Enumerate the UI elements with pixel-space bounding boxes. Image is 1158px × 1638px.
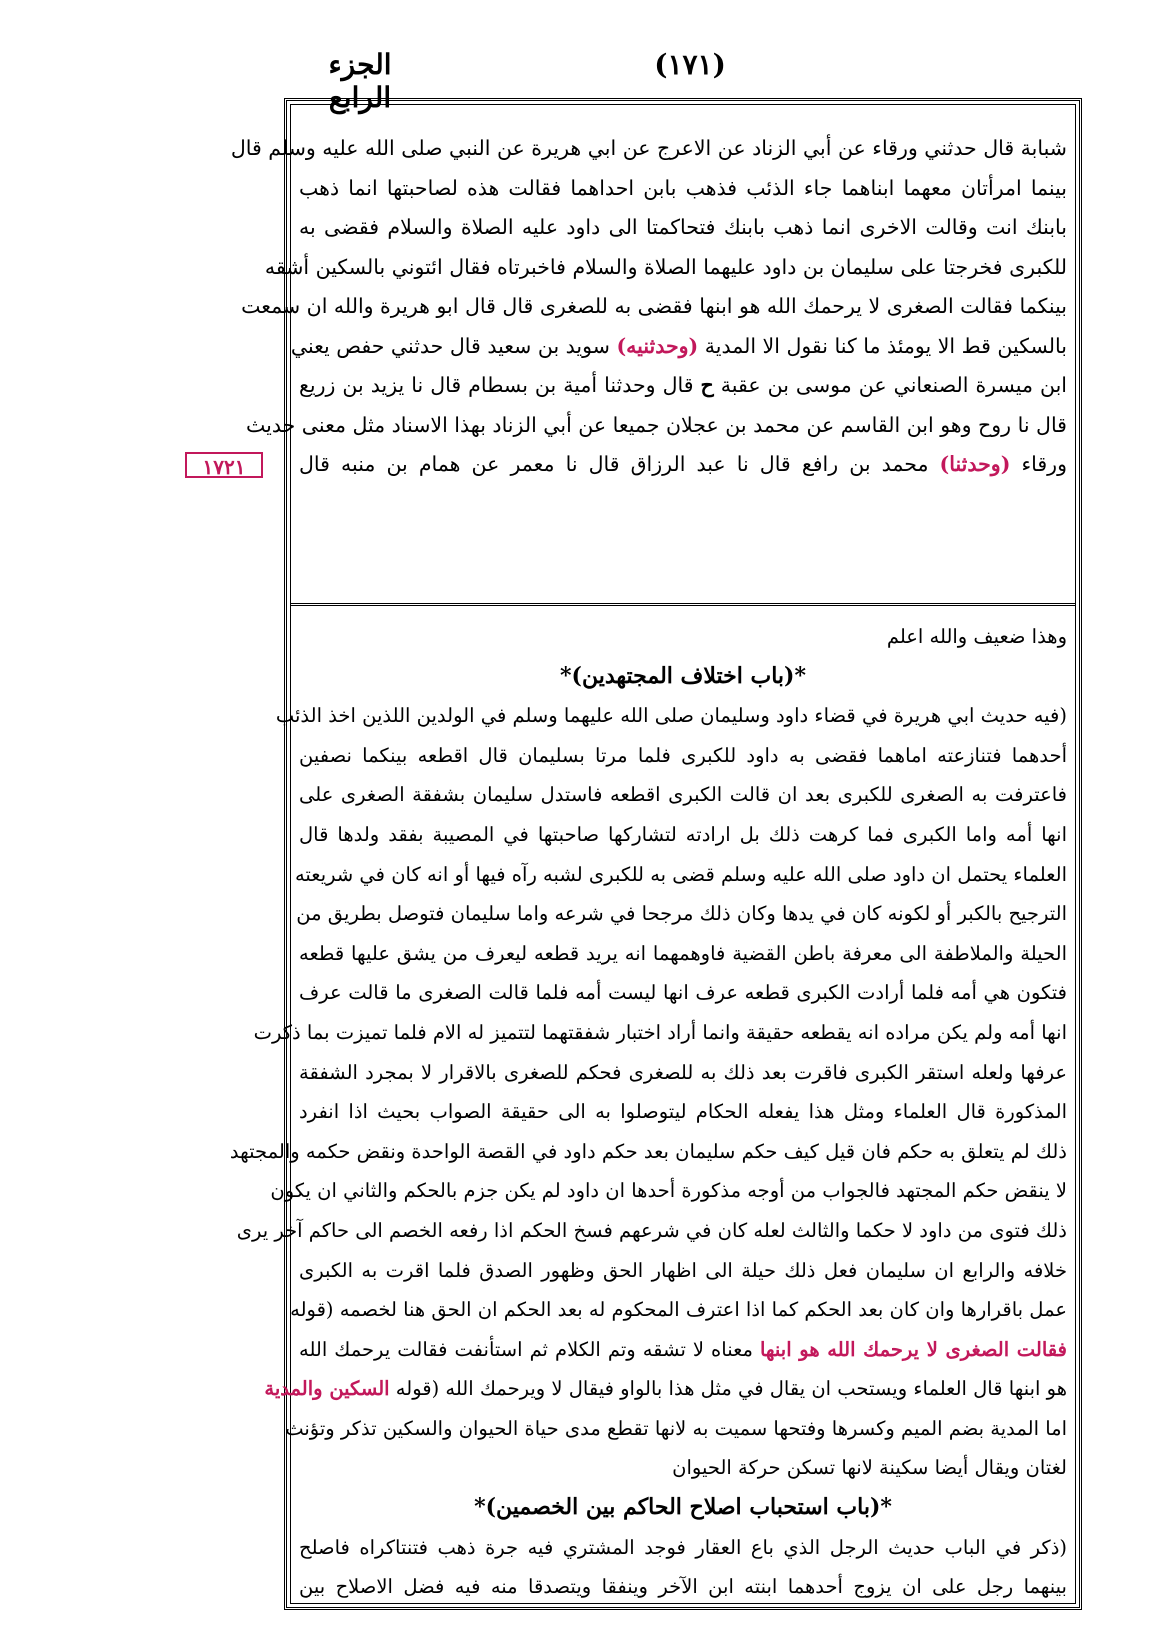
commentary-line: اما المدية بضم الميم وكسرها وفتحها سميت به لانها تقطع مدى حياة الحيوان والسكين تذكر وتؤنث <box>285 1416 1067 1440</box>
matn-line: بابنك انت وقالت الاخرى انما ذهب بابنك فتحاكمتا الى داود عليه الصلاة والسلام فقضى به <box>299 215 1067 239</box>
chapter-title: *(باب استحباب اصلاح الحاكم بين الخصمين)* <box>474 1494 892 1521</box>
commentary-line-text: هو ابنها قال العلماء ويستحب ان يقال في مثل هذا بالواو فيقال لا ويرحمك الله (قوله <box>395 1377 1067 1401</box>
commentary-line: وهذا ضعيف والله اعلم <box>886 625 1067 648</box>
matn-line <box>290 327 1067 367</box>
matn-line-text: ورقاء <box>1021 452 1067 476</box>
quoted-phrase: فقالت الصغرى لا يرحمك الله هو ابنها <box>759 1337 1067 1361</box>
commentary-line: الحيلة والملاطفة الى معرفة باطن القضية فاوهمهما انه يريد قطعه ليعرف من يشق عليها قطعه <box>299 941 1067 965</box>
commentary-line: (ذكر في الباب حديث الرجل الذي باع العقار فوجد المشتري فيه جرة ذهب فتنتاكراه فاصلح <box>299 1535 1067 1559</box>
quoted-phrase: السكين والمدية <box>264 1377 390 1401</box>
matn-line: شبابة قال حدثني ورقاء عن أبي الزناد عن الاعرج عن ابي هريرة عن النبي صلى الله عليه وسلم قال <box>230 136 1067 160</box>
matn-line: للكبرى فخرجتا على سليمان بن داود عليهما الصلاة والسلام فاخبرتاه فقال ائتوني بالسكين أشقه <box>264 254 1067 279</box>
commentary-line-text: عمل باقرارها وان كان بعد الحكم كما اذا اعترف المحكوم له بعد الحكم ان الحق هنا لخصمه <box>339 1298 1067 1322</box>
page-frame <box>229 98 1082 1610</box>
commentary-line: فتكون هي أمه فلما أرادت الكبرى قطعه عرف انها ليست أمه فلما قالت الصغرى ما قالت عرف <box>299 981 1067 1005</box>
commentary-line: لا ينقض حكم المجتهد فالجواب من أوجه مذكورة أحدها ان داود لم يكن جزم بالحكم والثاني ان يكون <box>270 1179 1067 1203</box>
chapter-title: *(باب اختلاف المجتهدين)* <box>560 662 806 689</box>
commentary-line <box>299 1330 1067 1370</box>
commentary-line: خلافه والرابع ان سليمان فعل ذلك حيلة الى اظهار الحق وظهور الصدق فلما اقرت به الكبرى <box>299 1258 1067 1282</box>
hadith-text-block <box>230 129 1067 595</box>
narration-marker: (وحدثنا) <box>939 452 1011 476</box>
commentary-block <box>229 617 1067 1599</box>
commentary-line <box>264 1369 1067 1409</box>
commentary-line: المذكورة قال العلماء ومثل هذا يفعله الحكام ليتوصلوا به الى حقيقة الصواب بحيث اذا انفرد <box>299 1100 1067 1124</box>
part-header: الجزء الرابع <box>328 48 392 114</box>
matn-line-text: سويد بن سعيد قال حدثني حفص يعني <box>290 333 610 358</box>
commentary-line: انها أمه ولم يكن مراده انه يقطعه حقيقة وانما أراد اختبار شفقتهما لتتميز له الام فلما تميزت بما ذكرت <box>253 1020 1067 1044</box>
narration-marker: (وحدثنيه) <box>616 333 699 358</box>
matn-line: بينما امرأتان معهما ابناهما جاء الذئب فذهب بابن احداهما فقالت هذه لصاحبتها انما ذهب <box>299 175 1067 200</box>
commentary-line: أحدهما فتنازعته اماهما فقضى به داود للكبرى فلما مرتا بسليمان قال اقطعه بينكما نصفين <box>299 743 1067 767</box>
commentary-line: انها أمه واما الكبرى فما كرهت ذلك بل ارادته لتشاركها صاحبتها في المصيبة بفقد ولدها قال <box>299 822 1067 846</box>
commentary-line: عرفها ولعله استقر الكبرى فاقرت بعد ذلك به للصغرى فحكم للصغرى بالاقرار لا بمجرد الشفقة <box>299 1060 1067 1084</box>
commentary-line <box>290 1290 1067 1330</box>
matn-line-text: محمد بن رافع قال نا عبد الرزاق قال نا معمر عن همام بن منبه قال <box>299 452 929 476</box>
commentary-line: ذلك فتوى من داود لا حكما والثالث لعله كان في شرعهم فسخ الحكم اذا رفعه الخصم الى حاكم آخر يرى <box>236 1218 1067 1242</box>
matn-line-text: ابن ميسرة الصنعاني عن موسى بن عقبة <box>720 373 1067 397</box>
section-divider <box>291 603 1075 608</box>
commentary-line: لغتان ويقال أيضا سكينة لانها تسكن حركة الحيوان <box>672 1456 1067 1480</box>
matn-line <box>299 445 1067 485</box>
tahwil-marker: ح <box>700 373 714 397</box>
matn-line-text: قال وحدثنا أمية بن بسطام قال نا يزيد بن زريع <box>299 373 694 397</box>
commentary-line: ذلك لم يتعلق به حكم فان قيل كيف حكم سليمان بعد حكم داود في القصة الواحدة ونقض حكمه والمجتهد <box>229 1139 1067 1163</box>
commentary-line: الترجيح بالكبر أو لكونه كان في يدها وكان ذلك مرجحا في شرعه واما سليمان فتوصل بطريق من <box>296 902 1067 926</box>
commentary-line-text: معناه لا تشقه وتم الكلام ثم استأنفت فقالت يرحمك الله <box>299 1337 753 1361</box>
commentary-line: فاعترفت به الصغرى للكبرى بعد ان قالت الكبرى اقطعه فاستدل سليمان بشفقة الصغرى على <box>299 783 1067 807</box>
commentary-line: (فيه حديث ابي هريرة في قضاء داود وسليمان صلى الله عليهما وسلم في الولدين اللذين اخذ الذئب <box>275 704 1067 728</box>
commentary-line: العلماء يحتمل ان داود صلى الله عليه وسلم قضى به للكبرى لشبه رآه فيها أو انه كان في شريعته <box>294 862 1067 886</box>
commentary-line: بينهما رجل على ان يزوج أحدهما ابنته ابن الآخر وينفقا ويتصدقا منه فيه فضل الاصلاح بين <box>299 1575 1067 1599</box>
page-frame-inner <box>229 104 1076 1604</box>
qawlihi-marker: (قوله <box>290 1298 334 1322</box>
hadith-number-badge: ١٧٢١ <box>185 452 263 478</box>
matn-line: بينكما فقالت الصغرى لا يرحمك الله هو ابنها فقضى به للصغرى قال قال ابو هريرة والله ان سمعت <box>241 294 1067 318</box>
page-number: (١٧١) <box>654 48 726 81</box>
matn-line: قال نا روح وهو ابن القاسم عن محمد بن عجلان جميعا عن أبي الزناد بهذا الاسناد مثل معنى حديث <box>246 412 1067 437</box>
matn-line <box>299 366 1067 406</box>
matn-line-text: بالسكين قط الا يومئذ ما كنا نقول الا المدية <box>704 333 1067 358</box>
